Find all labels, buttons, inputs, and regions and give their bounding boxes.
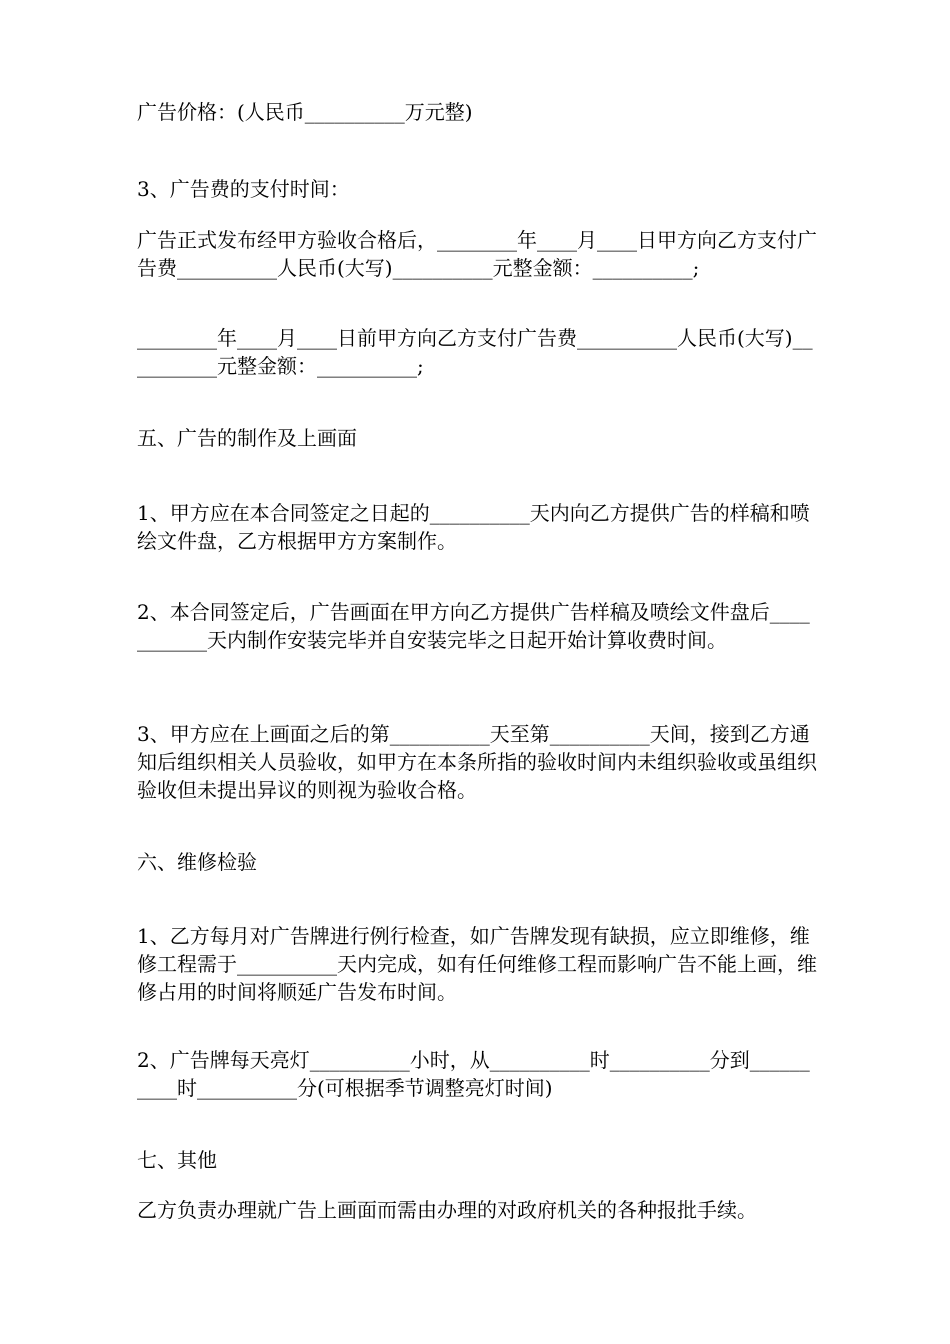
section-heading-other: 七、其他 <box>137 1148 217 1172</box>
maintenance-clause-1: 1、乙方每月对广告牌进行例行检查，如广告牌发现有缺损，应立即维修，维修工程需于__________天内完成，如有任何维修工程而影响广告不能上画，维修占用的时间将顺延广告发布时间。 <box>137 924 817 1004</box>
payment-clause-first: 广告正式发布经甲方验收合格后，________年____月____日甲方向乙方支付广告费__________人民币(大写)__________元整金额：__________; <box>137 228 817 280</box>
payment-time-heading: 3、广告费的支付时间： <box>137 177 350 201</box>
section-heading-production: 五、广告的制作及上画面 <box>137 426 357 450</box>
production-clause-3: 3、甲方应在上画面之后的第__________天至第__________天间，接到乙方通知后组织相关人员验收，如甲方在本条所指的验收时间内未组织验收或虽组织验收但未提出异议的则视为验收合格。 <box>137 722 817 802</box>
maintenance-clause-2: 2、广告牌每天亮灯__________小时，从__________时__________分到__________时__________分(可根据季节调整亮灯时间) <box>137 1048 810 1100</box>
ad-price-line: 广告价格：(人民币__________万元整) <box>137 100 473 124</box>
section-heading-maintenance: 六、维修检验 <box>137 850 257 874</box>
production-clause-2: 2、本合同签定后，广告画面在甲方向乙方提供广告样稿及喷绘文件盘后___________天内制作安装完毕并自安装完毕之日起开始计算收费时间。 <box>137 600 810 652</box>
production-clause-1: 1、甲方应在本合同签定之日起的__________天内向乙方提供广告的样稿和喷绘文件盘，乙方根据甲方方案制作。 <box>137 501 810 553</box>
other-clause: 乙方负责办理就广告上画面而需由办理的对政府机关的各种报批手续。 <box>137 1198 757 1222</box>
payment-clause-second: ________年____月____日前甲方向乙方支付广告费__________人民币(大写)__________元整金额：__________; <box>137 326 813 378</box>
